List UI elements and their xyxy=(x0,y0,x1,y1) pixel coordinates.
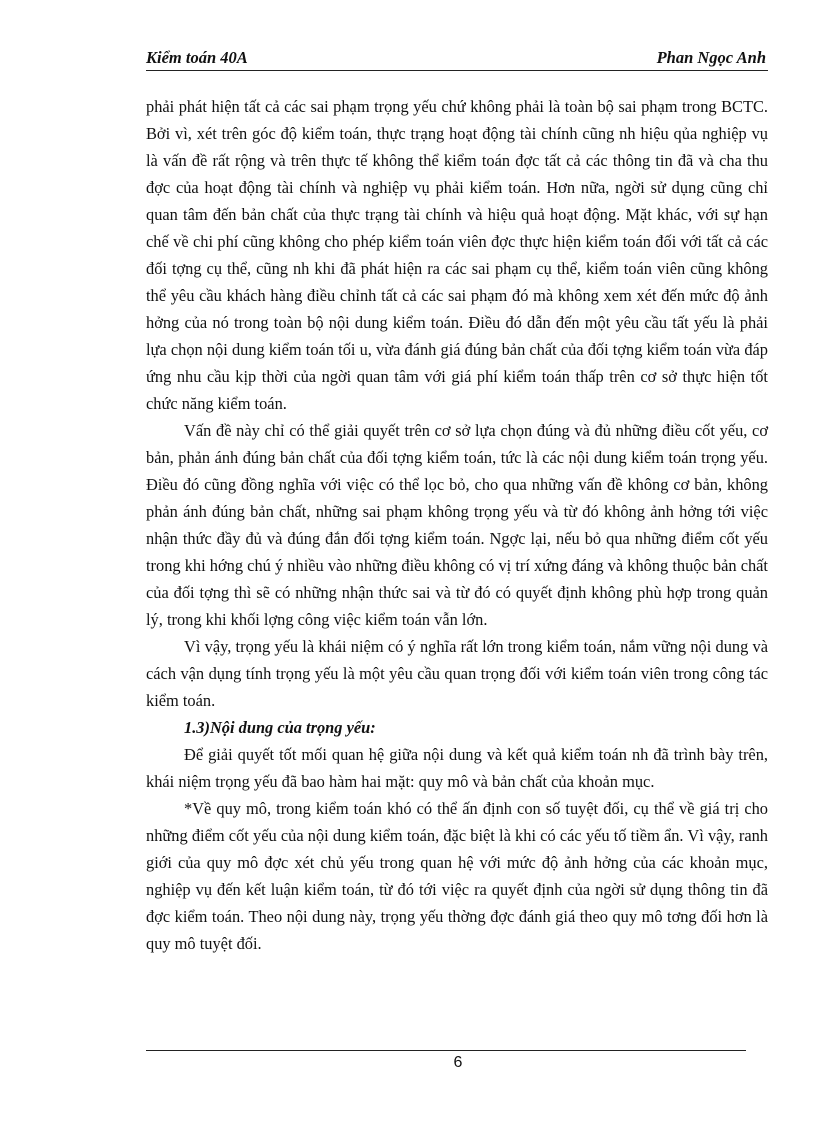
footer-divider xyxy=(146,1050,746,1051)
page-header xyxy=(146,48,768,71)
paragraph: Để giải quyết tốt mối quan hệ giữa nội dung và kết quả kiểm toán nh đã trình bày trên, khái niệm trọng yếu đã bao hàm hai mặt: quy mô và bản chất của khoản mục. xyxy=(146,745,768,791)
paragraph: Vì vậy, trọng yếu là khái niệm có ý nghĩa rất lớn trong kiểm toán, nắm vững nội dung và cách vận dụng tính trọng yếu là một yêu cầu quan trọng đối với kiểm toán viên trong công tác kiểm toán. xyxy=(146,637,768,710)
document-body xyxy=(146,93,768,957)
header-left-text: Kiểm toán 40A xyxy=(146,48,248,67)
paragraph: *Về quy mô, trong kiểm toán khó có thể ấn định con số tuyệt đối, cụ thể về giá trị cho những điểm cốt yếu của nội dung kiểm toán, đặc biệt là khi có các yếu tố tiềm ẩn. Vì vậy, ranh giới của quy mô đợc xét chủ yếu trong quan hệ với mức độ ảnh hởng của các khoản mục, nghiệp vụ đến kết luận kiểm toán, từ đó tới việc ra quyết định của ngời sử dụng thông tin đã đợc kiểm toán. Theo nội dung này, trọng yếu thờng đợc đánh giá theo quy mô tơng đối hơn là quy mô tuyệt đối. xyxy=(146,799,768,953)
paragraph-continuation: phải phát hiện tất cả các sai phạm trọng yếu chứ không phải là toàn bộ sai phạm trong BCTC. Bởi vì, xét trên góc độ kiểm toán, thực trạng hoạt động tài chính cũng nh hiệu qủa nghiệp vụ là vấn đề rất rộng và trên thực tế không thể kiểm toán đợc tất cả các thông tin đã và cha thu đợc của hoạt động tài chính và nghiệp vụ phải kiểm toán. Hơn nữa, ngời sử dụng cũng chỉ quan tâm đến bản chất của thực trạng tài chính và hiệu quả hoạt động. Mặt khác, với sự hạn chế về chi phí cũng không cho phép kiểm toán viên đợc thực hiện kiểm toán đối với tất cả các đối tợng cụ thể, cũng nh khi đã phát hiện ra các sai phạm cụ thể, kiểm toán viên cũng không thể yêu cầu khách hàng điều chỉnh tất cả các sai phạm đó mà không xem xét đến mức độ ảnh hởng của nó trong toàn bộ nội dung kiểm toán. Điều đó dẫn đến một yêu cầu tất yếu là phải lựa chọn nội dung kiểm toán tối u, vừa đánh giá đúng bản chất của đối tợng kiểm toán vừa đáp ứng nhu cầu kịp thời của ngời quan tâm với giá phí kiểm toán thấp trên cơ sở thực hiện tốt chức năng kiểm toán. xyxy=(146,97,768,413)
page-number: 6 xyxy=(453,1054,463,1071)
header-right-text: Phan Ngọc Anh xyxy=(656,48,766,67)
section-heading: 1.3)Nội dung của trọng yếu: xyxy=(184,718,376,737)
paragraph: Vấn đề này chỉ có thể giải quyết trên cơ sở lựa chọn đúng và đủ những điều cốt yếu, cơ bản, phản ánh đúng bản chất của đối tợng kiểm toán, tức là các nội dung kiểm toán trọng yếu. Điều đó cũng đồng nghĩa với việc có thể lọc bỏ, cho qua những vấn đề không cơ bản, không phản ánh đúng bản chất, những sai phạm không trọng yếu và từ đó không ảnh hởng tới việc nhận thức đầy đủ và đúng đắn đối tợng kiểm toán. Ngợc lại, nếu bỏ qua những điểm cốt yếu trong khi hớng chú ý nhiều vào những điều không có vị trí xứng đáng và không thuộc bản chất của đối tợng thì sẽ có những nhận thức sai và từ đó có quyết định không phù hợp trong quản lý, trong khi khối lợng công việc kiểm toán vẫn lớn. xyxy=(146,421,768,629)
